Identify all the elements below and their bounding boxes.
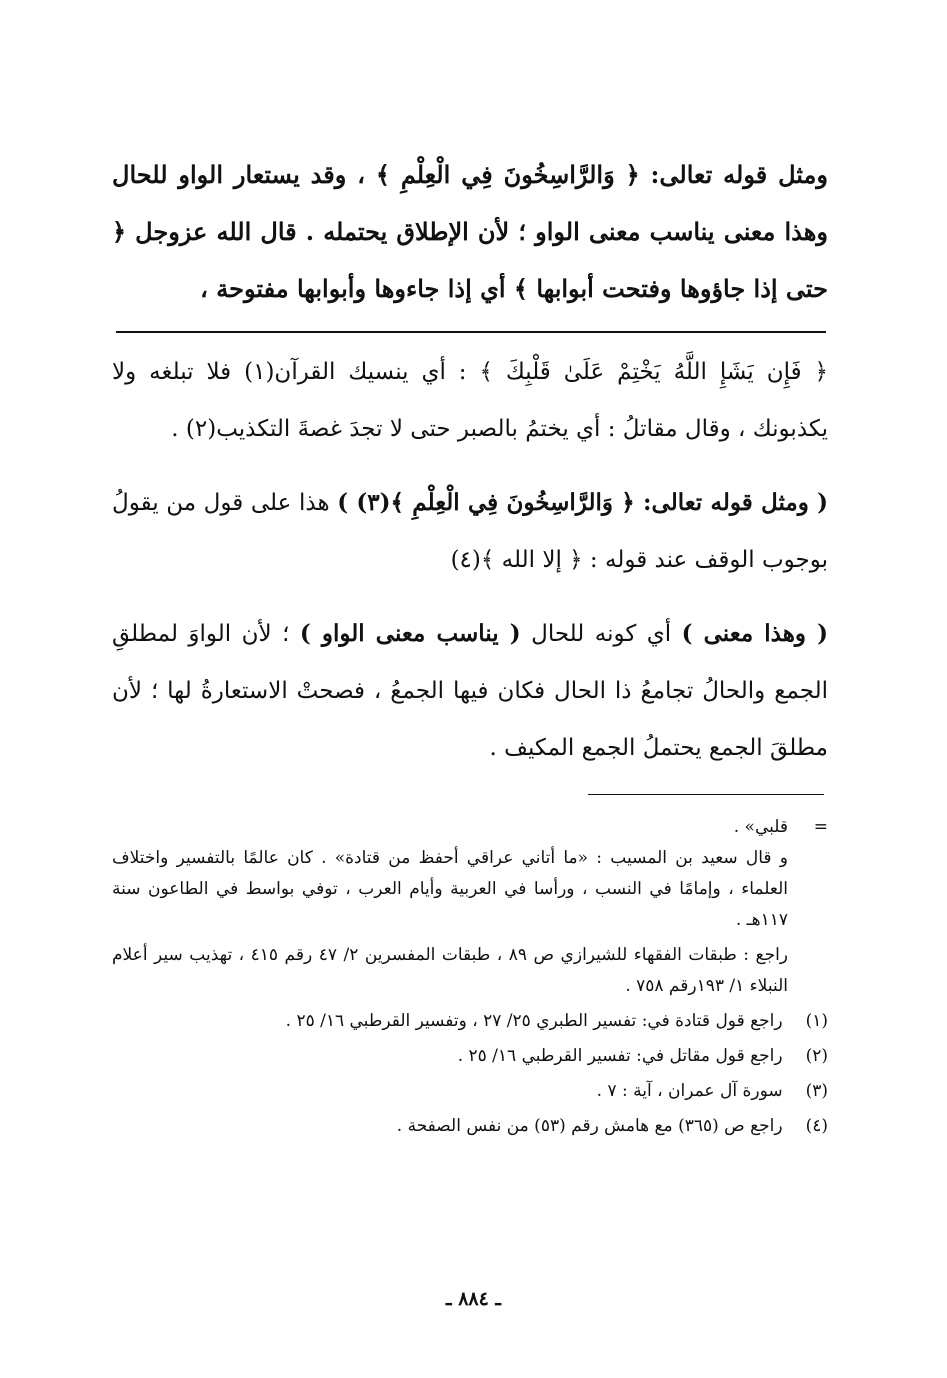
footnote-number: (٤) — [805, 1116, 828, 1136]
footnote-text: راجع قول قتادة في: تفسير الطبري ٢٥/ ٢٧ ، وتفسير القرطبي ١٦/ ٢٥ . — [285, 1011, 783, 1031]
footnote-text: راجع قول مقاتل في: تفسير القرطبي ١٦/ ٢٥ . — [457, 1046, 783, 1066]
commentary-p3-quote-2: ( يناسب معنى الواو ) — [299, 620, 521, 647]
main-text-body: ومثل قوله تعالى: ﴿ وَالرَّاسِخُونَ فِي الْعِلْمِ ﴾ ، وقد يستعار الواو للحال وهذا معنى يناسب معنى الواو ؛ لأن الإطلاق يحتمله . قال الله عزوجل ﴿ حتى إذا جاؤوها وفتحت أبوابها ﴾ أي إذا جاءوها وأبوابها مفتوحة ، — [112, 160, 828, 303]
footnote-continuation-line-3 — [112, 940, 828, 1002]
commentary-p2-text: هذا على قول من يقولُ بوجوب الوقف عند قوله : ﴿ إلا الله ﴾(٤) — [112, 490, 828, 573]
footnote-divider — [588, 794, 824, 795]
footnote-2 — [112, 1041, 828, 1072]
footnote-number: (١) — [805, 1011, 828, 1031]
continuation-mark: = — [813, 817, 828, 837]
main-text-divider — [116, 331, 826, 333]
commentary-p2-quote: ( ومثل قوله تعالى: ﴿ وَالرَّاسِخُونَ فِي الْعِلْمِ ﴾(٣) ) — [337, 489, 828, 516]
footnote-number: (٢) — [805, 1046, 828, 1066]
commentary-p3-text-2: ؛ لأن الواوَ لمطلقِ الجمع والحالُ تجامعُ ذا الحال فكان فيها الجمعُ ، فصحتْ الاستعارةُ لها ؛ لأن مطلقَ الجمع يحتملُ الجمع المكيف . — [112, 621, 828, 761]
commentary-p1-text: ﴿ فَإِن يَشَإِ اللَّهُ يَخْتِمْ عَلَىٰ قَلْبِكَ ﴾ : أي ينسيك القرآن(١) فلا تبلغه ولا يكذبونك ، وقال مقاتلُ : أي يختمُ بالصبر حتى لا تجدَ غصةَ التكذيب(٢) . — [112, 359, 829, 442]
commentary-p3-text-1: أي كونه للحال — [520, 621, 682, 647]
footnote-continuation-line-1 — [112, 812, 828, 843]
footnote-3 — [112, 1076, 828, 1107]
footnote-number: (٣) — [805, 1081, 828, 1101]
main-text — [112, 146, 828, 317]
footnote-text: سورة آل عمران ، آية : ٧ . — [596, 1081, 783, 1101]
footnote-text: راجع ص (٣٦٥) مع هامش رقم (٥٣) من نفس الصفحة . — [396, 1116, 783, 1136]
commentary-paragraph-3 — [112, 605, 828, 777]
footnote-1 — [112, 1006, 828, 1037]
footnote-continuation-text-2: و قال سعيد بن المسيب : «ما أتاني عراقي أحفظ من قتادة» . كان عالمًا بالتفسير واختلاف العلماء ، وإمامًا في النسب ، ورأسا في العربية وأيام العرب ، توفي بواسط في الطاعون سنة ١١٧هـ . — [112, 848, 788, 930]
footnote-continuation-text-1: قلبي» . — [733, 817, 788, 837]
commentary-paragraph-1 — [112, 344, 828, 458]
footnote-continuation-line-2 — [112, 843, 828, 936]
commentary — [112, 344, 828, 793]
footnote-continuation-text-3: راجع : طبقات الفقهاء للشيرازي ص ٨٩ ، طبقات المفسرين ٢/ ٤٧ رقم ٤١٥ ، تهذيب سير أعلام النبلاء ١/ ١٩٣رقم ٧٥٨ . — [112, 945, 789, 996]
commentary-paragraph-2 — [112, 474, 828, 589]
commentary-p3-quote-1: ( وهذا معنى ) — [681, 620, 828, 647]
footnotes — [112, 812, 828, 1142]
footnote-4 — [112, 1111, 828, 1142]
page-number: ـ ٨٨٤ ـ — [446, 1288, 501, 1310]
